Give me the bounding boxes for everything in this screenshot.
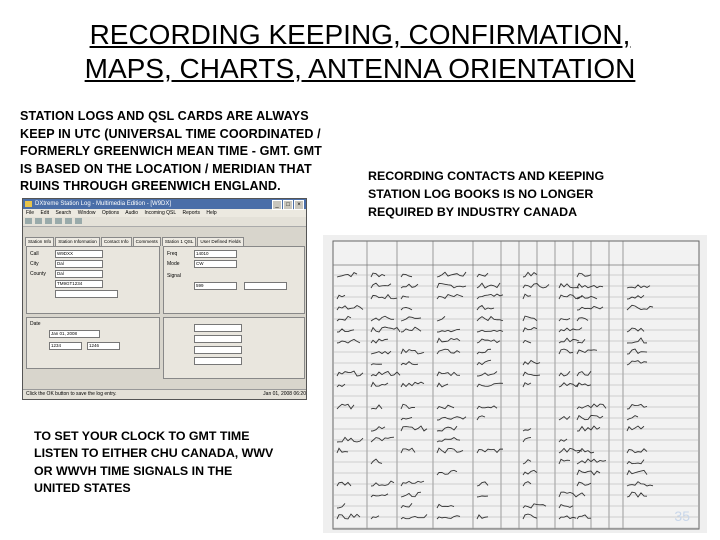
- power-field[interactable]: [194, 346, 242, 354]
- clock-line-2: LISTEN TO EITHER CHU CANADA, WWV: [34, 446, 274, 461]
- slide-title: [0, 18, 720, 86]
- tab-strip: [25, 237, 245, 245]
- menu-window[interactable]: Window: [77, 210, 96, 216]
- utc-line-1: STATION LOGS AND QSL CARDS ARE ALWAYS: [20, 109, 309, 123]
- station-panel: [26, 246, 160, 314]
- clock-paragraph: [34, 428, 334, 498]
- rst-received-field[interactable]: [244, 282, 287, 290]
- slide-number: 35: [674, 508, 690, 524]
- search-icon[interactable]: [65, 218, 72, 224]
- time-start-field[interactable]: 1234: [49, 342, 82, 350]
- menu-edit[interactable]: Edit: [40, 210, 50, 216]
- req-line-3: REQUIRED BY INDUSTRY CANADA: [368, 205, 578, 220]
- title-line-1: RECORDING KEEPING, CONFIRMATION,: [89, 19, 631, 50]
- comment-field[interactable]: [55, 290, 118, 298]
- req-line-1: RECORDING CONTACTS AND KEEPING: [368, 169, 605, 183]
- menu-options[interactable]: Options: [101, 210, 120, 216]
- county-field[interactable]: Dal: [55, 270, 103, 278]
- paper-log-sheet-image: [323, 235, 707, 533]
- time-end-field[interactable]: 1246: [87, 342, 120, 350]
- mode-label: Mode: [167, 261, 180, 267]
- menu-file[interactable]: File: [26, 210, 35, 216]
- clock-line-4: UNITED STATES: [34, 481, 131, 496]
- city-label: City: [30, 261, 39, 267]
- menu-help[interactable]: Help: [206, 210, 217, 216]
- city-field[interactable]: Dal: [55, 260, 103, 268]
- qth-field[interactable]: TM9GT1234: [55, 280, 103, 288]
- app-icon: [25, 201, 32, 207]
- utc-line-2: KEEP IN UTC (UNIVERSAL TIME COORDINATED /: [20, 126, 321, 141]
- menu-audio[interactable]: Audio: [125, 210, 139, 216]
- req-line-2: STATION LOG BOOKS IS NO LONGER: [368, 187, 594, 202]
- equipment-panel: [163, 317, 305, 379]
- utc-paragraph: [20, 108, 360, 196]
- call-sign-label: Call: [30, 251, 39, 257]
- call-sign-field[interactable]: W9DXX: [55, 250, 103, 258]
- tab-comments[interactable]: Comments: [133, 237, 161, 246]
- menu-incoming-qsl[interactable]: Incoming QSL: [144, 210, 177, 216]
- toolbar: [23, 217, 306, 227]
- menu-reports[interactable]: Reports: [182, 210, 201, 216]
- menu-bar: [23, 209, 306, 217]
- open-icon[interactable]: [35, 218, 42, 224]
- title-line-2: MAPS, CHARTS, ANTENNA ORIENTATION: [84, 53, 636, 84]
- clock-line-1: TO SET YOUR CLOCK TO GMT TIME: [34, 429, 250, 443]
- tab-station-information[interactable]: Station Information: [55, 237, 100, 246]
- rst-field[interactable]: 599: [194, 282, 237, 290]
- tab-station-info[interactable]: Station Info: [25, 237, 54, 246]
- date-time-panel: [26, 317, 160, 369]
- status-bar: [23, 389, 307, 399]
- date-field[interactable]: Jan 01, 2008: [49, 330, 100, 338]
- audio-icon[interactable]: [75, 218, 82, 224]
- utc-line-3: FORMERLY GREENWICH MEAN TIME - GMT. GMT: [20, 144, 322, 159]
- freq-field[interactable]: 14010: [194, 250, 237, 258]
- clock-line-3: OR WWVH TIME SIGNALS IN THE: [34, 463, 233, 478]
- minimize-icon[interactable]: _: [272, 200, 282, 210]
- maximize-icon[interactable]: □: [283, 200, 293, 210]
- signal-label: Signal: [167, 273, 181, 279]
- close-icon[interactable]: ×: [294, 200, 304, 210]
- mode-field[interactable]: CW: [194, 260, 237, 268]
- utc-line-5: RUINS THROUGH GREENWICH ENGLAND.: [20, 179, 281, 194]
- frequency-panel: [163, 246, 305, 314]
- new-icon[interactable]: [25, 218, 32, 224]
- freq-label: Freq: [167, 251, 178, 257]
- date-label: Date: [30, 321, 41, 327]
- tab-user-fields[interactable]: User Defined Fields: [197, 237, 243, 246]
- beam-field[interactable]: [194, 357, 242, 365]
- save-icon[interactable]: [45, 218, 52, 224]
- log-requirement-paragraph: [368, 167, 688, 222]
- utc-line-4: IS BASED ON THE LOCATION / MERIDIAN THAT: [20, 161, 312, 176]
- station-log-window: [22, 198, 307, 400]
- window-title: DXtreme Station Log - Multimedia Edition - [W9DX]: [35, 201, 172, 207]
- tab-contact-info[interactable]: Contact Info: [101, 237, 132, 246]
- print-icon[interactable]: [55, 218, 62, 224]
- status-date: Jan 01, 2008 06:20: [263, 391, 306, 397]
- status-message: Click the OK button to save the log entry.: [26, 391, 117, 397]
- antenna-field[interactable]: [194, 335, 242, 343]
- log-sheet-grid: [323, 235, 707, 533]
- menu-search[interactable]: Search: [55, 210, 72, 216]
- tab-station-qsl[interactable]: Station 1 QSL: [162, 237, 197, 246]
- county-label: County: [30, 271, 46, 277]
- rig-field[interactable]: [194, 324, 242, 332]
- window-title-bar: [23, 199, 306, 209]
